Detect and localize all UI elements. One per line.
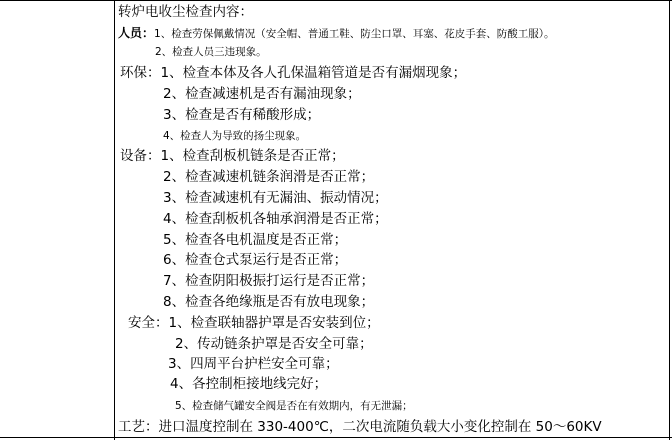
equipment-item-7: 7、检查阴阳极振打运行是否正常； — [163, 273, 375, 289]
safety-item-3: 3、四周平台护栏安全可靠； — [168, 356, 339, 372]
process-line — [118, 421, 602, 435]
equipment-item-1: 1、检查刮板机链条是否正常； — [160, 148, 345, 164]
personnel-line-1 — [118, 27, 554, 40]
environment-item-1: 1、检查本体及各人孔保温箱管道是否有漏烟现象； — [160, 65, 467, 81]
equipment-item-5: 5、检查各电机温度是否正常； — [163, 232, 348, 248]
safety-line-1 — [128, 317, 380, 331]
personnel-label: 人员： — [118, 26, 155, 40]
equipment-label: 设备： — [120, 148, 161, 164]
personnel-item-2: 2、检查人员三违现象。 — [155, 46, 267, 58]
equipment-item-2: 2、检查减速机链条润滑是否正常； — [163, 169, 375, 185]
equipment-item-6: 6、检查仓式泵运行是否正常； — [163, 252, 348, 268]
equipment-item-3: 3、检查减速机有无漏油、振动情况； — [163, 190, 388, 206]
environment-item-2: 2、检查减速机是否有漏油现象； — [163, 86, 361, 102]
process-text: 进口温度控制在 330-400℃，二次电流随负载大小变化控制在 50～60KV — [158, 419, 602, 435]
safety-item-5: 5、检查储气罐安全阀是否在有效期内，有无泄漏； — [175, 400, 413, 412]
safety-item-2: 2、传动链条护罩是否安全可靠； — [175, 336, 373, 352]
equipment-item-4: 4、检查刮板机各轴承润滑是否正常； — [163, 211, 388, 227]
equipment-item-8: 8、检查各绝缘瓶是否有放电现象； — [163, 294, 375, 310]
table-top-border — [0, 0, 672, 1]
process-label: 工艺： — [118, 419, 159, 435]
table-left-border — [114, 0, 115, 440]
environment-line-1 — [120, 67, 466, 81]
environment-label: 环保： — [120, 65, 161, 81]
environment-item-3: 3、检查是否有稀酸形成； — [163, 107, 321, 123]
equipment-line-1 — [120, 150, 345, 164]
document-heading: 转炉电收尘检查内容： — [118, 4, 253, 20]
environment-item-4: 4、检查人为导致的扬尘现象。 — [163, 130, 307, 142]
personnel-item-1: 1、检查劳保佩戴情况（安全帽、普通工鞋、防尘口罩、耳塞、花皮手套、防酸工服）。 — [154, 28, 555, 40]
safety-label: 安全： — [128, 315, 169, 331]
table-right-border — [669, 0, 670, 440]
table-bottom-border — [0, 437, 672, 438]
safety-item-4: 4、各控制柜接地线完好； — [170, 376, 328, 392]
safety-item-1: 1、检查联轴器护罩是否安装到位； — [168, 315, 380, 331]
